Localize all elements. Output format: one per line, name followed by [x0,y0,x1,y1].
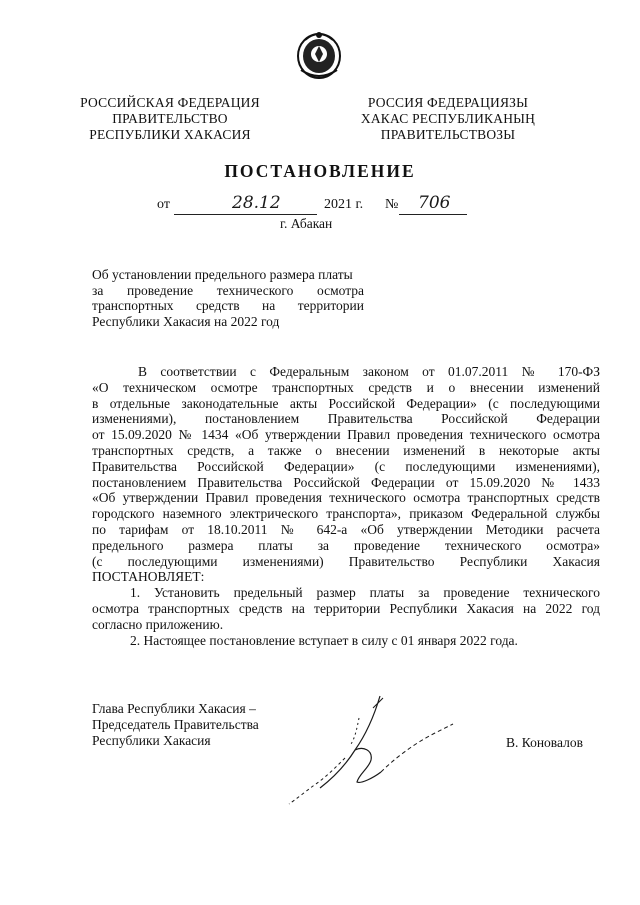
body-line: Правительства Российской Федерации» (с последующими изменениями), [92,458,600,474]
handwritten-signature [285,688,455,818]
subject-block [92,267,364,329]
subject-line: за проведение технического осмотра [92,282,364,298]
city-name: г. Абакан [280,216,333,231]
header-right-line: ХАКАС РЕСПУБЛИКАНЫҢ [360,111,536,126]
body-line: городского наземного электрического транспорта», приказом Федеральной службы [92,506,600,522]
header-left-line: РОССИЙСКАЯ ФЕДЕРАЦИЯ [80,95,260,110]
signatory-title [92,701,259,748]
coat-of-arms-emblem [295,30,343,80]
subject-line: Об установлении предельного размера платы [92,267,353,282]
body-line: постановлением Правительства Российской Федерации от 15.09.2020 № 1433 [92,474,600,490]
number-underline [399,214,467,215]
header-left [60,95,280,143]
number-label: № [385,197,399,212]
date-number-line [0,193,640,217]
item-1-line: 1. Установить предельный размер платы за проведение технического [130,585,600,601]
body-line: «О техническом осмотре транспортных средств и о внесении изменений [92,379,600,395]
header-right-line: ПРАВИТЕЛЬСТВОЗЫ [380,127,516,142]
body-line: ПОСТАНОВЛЯЕТ: [92,569,205,585]
body-line: в отдельные законодательные акты Российской Федерации» (с последующими [92,395,600,411]
signatory-title-line: Председатель Правительства [92,716,259,732]
header-left-line: ПРАВИТЕЛЬСТВО [112,111,228,126]
signatory-name: В. Коновалов [506,735,583,750]
signatory-title-line: Республики Хакасия [92,732,211,748]
date-from-label: от [157,197,170,212]
header-right [338,95,558,143]
header-left-line: РЕСПУБЛИКИ ХАКАСИЯ [89,127,251,142]
date-underline [174,214,317,215]
document-title: ПОСТАНОВЛЕНИЕ [224,161,416,181]
body-line: предельного размера платы за проведение технического осмотра» [92,537,600,553]
body-line: по тарифам от 18.10.2011 № 642-а «Об утверждении Методики расчета [92,521,600,537]
item-2-line: 2. Настоящее постановление вступает в силу с 01 января 2022 года. [130,632,518,648]
handwritten-date: 28.12 [232,193,281,213]
body-line: изменениями), постановлением Правительства Российской Федерации [92,411,600,427]
body-line: транспортных средств, а также о внесении изменений в некоторые акты [92,442,600,458]
subject-line: транспортных средств на территории [92,298,364,313]
year-text: 2021 г. [324,197,364,212]
subject-line: Республики Хакасия на 2022 год [92,313,280,329]
item-1-line: согласно приложению. [92,616,224,632]
handwritten-number: 706 [418,193,451,213]
item-1-line: осмотра транспортных средств на территории Республики Хакасия на 2022 год [92,600,600,616]
body-line: «Об утверждении Правил проведения технического осмотра транспортных средств [92,490,600,506]
body-line: от 15.09.2020 № 1434 «Об утверждении Правил проведения технического осмотра [92,427,600,443]
signatory-title-line: Глава Республики Хакасия – [92,701,256,716]
body-text [92,364,600,648]
body-line: (с последующими изменениями) Правительство Республики Хакасия [92,553,600,569]
header-right-line: РОССИЯ ФЕДЕРАЦИЯЗЫ [367,95,529,110]
body-line: В соответствии с Федеральным законом от 01.07.2011 № 170-ФЗ [138,364,600,379]
